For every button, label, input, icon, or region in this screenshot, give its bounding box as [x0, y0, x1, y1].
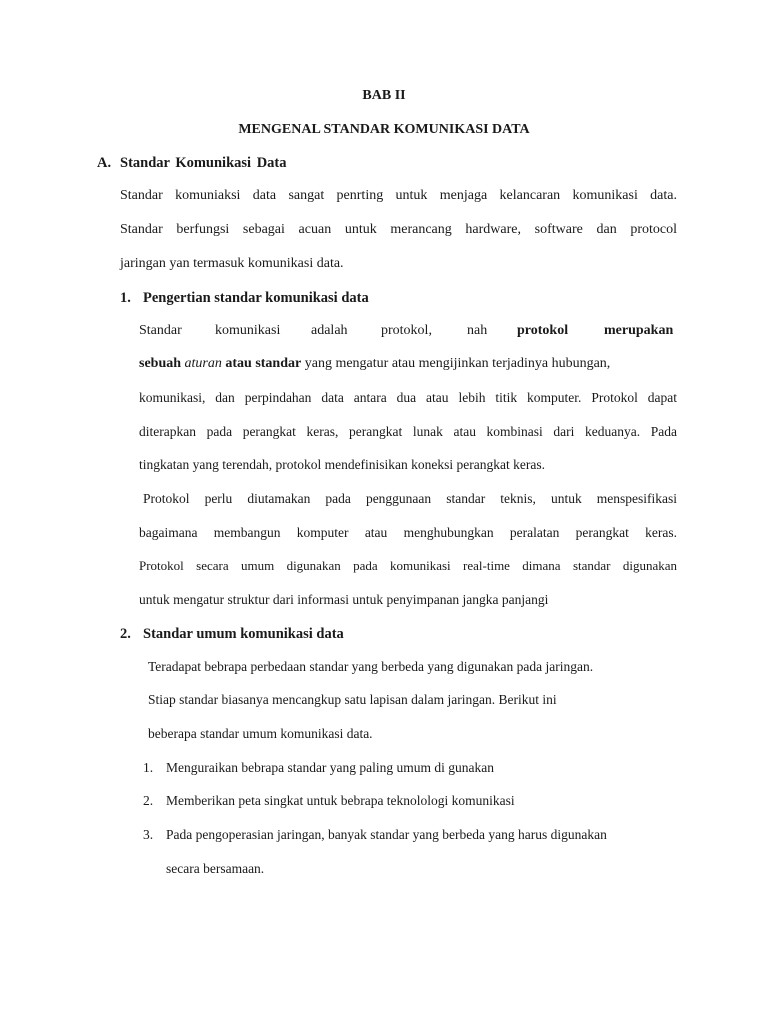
section-a-heading: Standar Komunikasi Data	[120, 155, 287, 171]
p1-word-komunikasi: komunikasi	[215, 323, 281, 338]
p1-word-merupakan: merupakan	[604, 323, 674, 338]
p1-line-5: tingkatan yang terendah, protokol mendefinisikan koneksi perangkat keras.	[139, 457, 546, 472]
subsection-1-number: 1.	[120, 290, 131, 306]
p2-line-2: bagaimana membangun komputer atau menghubungkan peralatan perangkat keras.	[139, 525, 677, 540]
sub2-intro-line-3: beberapa standar umum komunikasi data.	[148, 726, 373, 741]
document-title: MENGENAL STANDAR KOMUNIKASI DATA	[238, 122, 530, 137]
p1-aturan: aturan	[184, 356, 222, 371]
subsection-2-number: 2.	[120, 626, 131, 642]
section-a-label: A.	[97, 155, 112, 171]
p1-word-adalah: adalah	[311, 323, 348, 338]
chapter-label: BAB II	[362, 88, 406, 103]
p1-line-2-rest: yang mengatur atau mengijinkan terjadinya hubungan,	[304, 356, 611, 371]
sub2-intro-line-2: Stiap standar biasanya mencangkup satu lapisan dalam jaringan. Berikut ini	[148, 692, 557, 707]
p1-word-protokol: protokol,	[381, 323, 432, 338]
list-item-1-text: Menguraikan bebrapa standar yang paling umum di gunakan	[166, 760, 495, 775]
list-item-3-continuation: secara bersamaan.	[166, 861, 265, 876]
list-item-3-text: Pada pengoperasian jaringan, banyak standar yang berbeda yang harus digunakan	[166, 827, 607, 842]
p1-line-3: komunikasi, dan perpindahan data antara dua atau lebih titik komputer. Protokol dapat	[139, 390, 677, 405]
list-item-1-number: 1.	[143, 760, 154, 775]
p1-word-standar: Standar	[139, 323, 182, 338]
sub2-intro-line-1: Teradapat bebrapa perbedaan standar yang berbeda yang digunakan pada jaringan.	[148, 659, 594, 674]
p1-atau-standar: atau standar	[225, 356, 302, 371]
list-item-2-text: Memberikan peta singkat untuk bebrapa teknolologi komunikasi	[166, 793, 515, 808]
section-a-line-1: Standar komuniaksi data sangat penrting untuk menjaga kelancaran komunikasi data.	[120, 188, 677, 203]
subsection-1-heading: Pengertian standar komunikasi data	[143, 290, 369, 306]
subsection-2-heading: Standar umum komunikasi data	[143, 626, 344, 642]
p1-line-4: diterapkan pada perangkat keras, perangkat lunak atau kombinasi dari keduanya. Pada	[139, 424, 677, 439]
p1-line-2	[139, 356, 677, 372]
p2-line-3: Protokol secara umum digunakan pada komunikasi real-time dimana standar digunakan	[139, 558, 677, 573]
p1-sebuah: sebuah	[139, 356, 182, 371]
list-item-2-number: 2.	[143, 793, 154, 808]
section-a-line-3: jaringan yan termasuk komunikasi data.	[120, 256, 344, 271]
p1-word-nah: nah	[467, 323, 488, 338]
p2-line-4: untuk mengatur struktur dari informasi untuk penyimpanan jangka panjangi	[139, 592, 549, 607]
p2-line-1: Protokol perlu diutamakan pada penggunaan standar teknis, untuk menspesifikasi	[143, 491, 677, 506]
list-item-3-number: 3.	[143, 827, 154, 842]
section-a-line-2: Standar berfungsi sebagai acuan untuk merancang hardware, software dan protocol	[120, 222, 677, 237]
p1-word-protokol-bold: protokol	[517, 323, 569, 338]
